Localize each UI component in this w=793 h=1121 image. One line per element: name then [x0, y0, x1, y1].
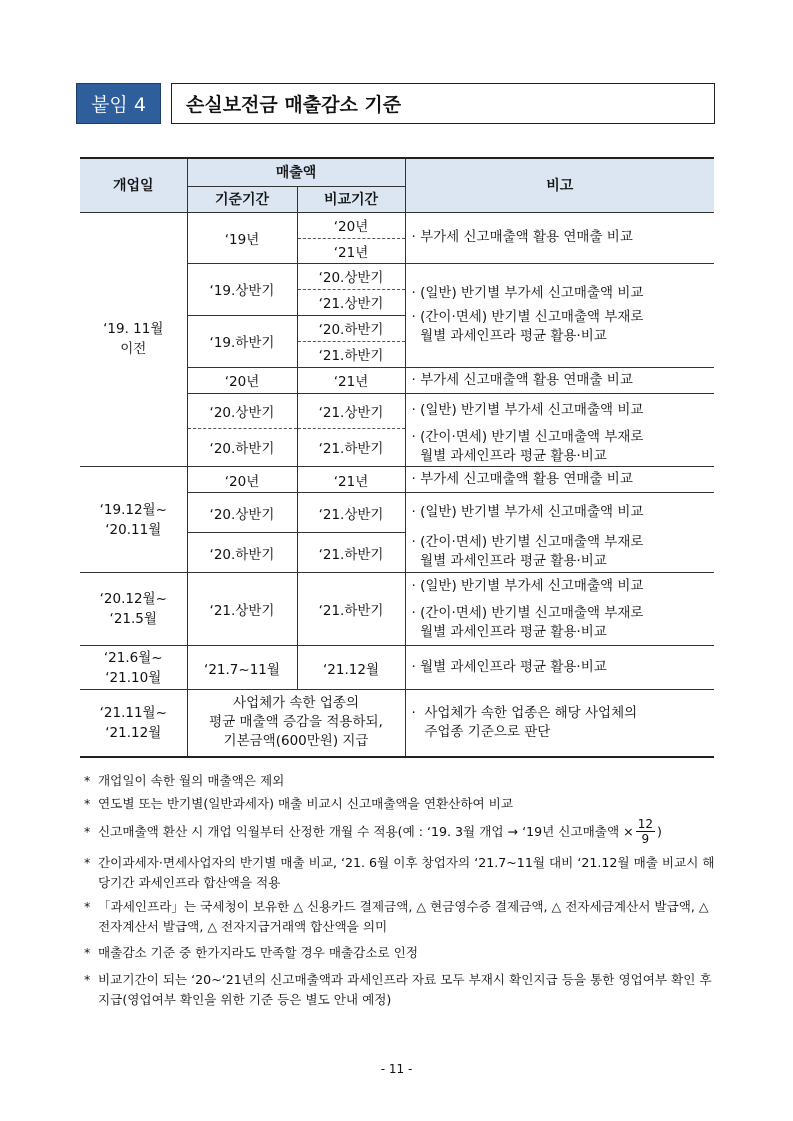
- footnote: * 연도별 또는 반기별(일반과세자) 매출 비교시 신고매출액을 연환산하여 비교: [84, 796, 513, 811]
- open-date-cell: ‘21.11월~ ‘21.12월: [80, 690, 187, 757]
- comp-cell: ‘21.하반기: [297, 428, 405, 467]
- comp-cell: ‘21.하반기: [297, 533, 405, 573]
- base-cell: ‘19.하반기: [187, 315, 297, 367]
- note-cell: · 부가세 신고매출액 활용 연매출 비교: [405, 467, 714, 493]
- open-date-cell: ‘21.6월~ ‘21.10월: [80, 646, 187, 690]
- open-date-cell: ‘19.12월~ ‘20.11월: [80, 467, 187, 573]
- base-cell: ‘21.상반기: [187, 573, 297, 646]
- footnote: * 매출감소 기준 중 한가지라도 만족할 경우 매출감소로 인정: [84, 945, 418, 960]
- note-cell: · (일반) 반기별 부가세 신고매출액 비교: [405, 493, 714, 533]
- footnote: * 「과세인프라」는 국세청이 보유한 △ 신용카드 결제금액, △ 현금영수증 결제금액, △ 전자세금계산서 발급액, △ 전자계산서 발급액, △ 전자지급거래액 합산액을 의미: [84, 899, 709, 934]
- comp-cell: ‘21.상반기: [297, 393, 405, 428]
- base-cell: ‘20년: [187, 467, 297, 493]
- footnote: * 개업일이 속한 월의 매출액은 제외: [84, 773, 285, 788]
- note-line: · (간이·면세) 반기별 신고매출액 부재로 월별 과세인프라 평균 활용·비교: [411, 309, 644, 344]
- open-date-cell: ‘19. 11월 이전: [80, 212, 187, 467]
- base-cell: ‘20.상반기: [187, 493, 297, 533]
- base-cell: ‘19년: [187, 212, 297, 263]
- comp-cell: ‘20.하반기: [297, 315, 405, 341]
- th-sales: 매출액: [187, 158, 405, 186]
- comp-cell: ‘21년: [297, 367, 405, 393]
- base-cell: ‘20.하반기: [187, 428, 297, 467]
- th-open-date: 개업일: [80, 158, 187, 212]
- comp-cell: ‘21.상반기: [297, 289, 405, 315]
- note-line: · (일반) 반기별 부가세 신고매출액 비교: [411, 285, 644, 301]
- base-cell: ‘21.7~11월: [187, 646, 297, 690]
- criteria-table: [80, 157, 714, 758]
- comp-cell: ‘21년: [297, 467, 405, 493]
- base-cell: ‘19.상반기: [187, 263, 297, 315]
- comp-cell: ‘20.상반기: [297, 263, 405, 289]
- th-base-period: 기준기간: [187, 186, 297, 212]
- footnote: * 간이과세자·면세사업자의 반기별 매출 비교, ‘21. 6월 이후 창업자의 ‘21.7~11월 대비 ‘21.12월 매출 비교시 해당기간 과세인프라 합산액을 적용: [84, 855, 715, 890]
- note-cell: · 부가세 신고매출액 활용 연매출 비교: [405, 212, 714, 263]
- th-comp-period: 비교기간: [297, 186, 405, 212]
- note-cell: [405, 263, 714, 367]
- comp-cell: ‘20년: [297, 212, 405, 238]
- note-cell: · (간이·면세) 반기별 신고매출액 부재로 월별 과세인프라 평균 활용·비교: [405, 533, 714, 573]
- footnote: * 비교기간이 되는 ‘20~‘21년의 신고매출액과 과세인프라 자료 모두 부재시 확인지급 등을 통한 영업여부 확인 후 지급(영업여부 확인을 위한 기준 등은 별도 안내 예정): [84, 972, 712, 1007]
- note-line: · (간이·면세) 반기별 신고매출액 부재로 월별 과세인프라 평균 활용·비교: [411, 604, 644, 640]
- note-cell: · (일반) 반기별 부가세 신고매출액 비교: [405, 393, 714, 428]
- comp-cell: ‘21.하반기: [297, 573, 405, 646]
- comp-cell: ‘21.하반기: [297, 341, 405, 367]
- note-cell: · 월별 과세인프라 평균 활용·비교: [405, 646, 714, 690]
- comp-cell: ‘21년: [297, 238, 405, 263]
- attachment-badge: 붙임 4: [76, 83, 161, 124]
- note-line: · (일반) 반기별 부가세 신고매출액 비교: [411, 577, 644, 594]
- th-note: 비고: [405, 158, 714, 212]
- base-cell: ‘20년: [187, 367, 297, 393]
- sales-cell: 사업체가 속한 업종의 평균 매출액 증감을 적용하되, 기본금액(600만원) 지급: [187, 690, 405, 757]
- page-number: - 11 -: [380, 1062, 413, 1076]
- section-header: [76, 83, 402, 124]
- note-cell: · 부가세 신고매출액 활용 연매출 비교: [405, 367, 714, 393]
- fraction: $\frac{12}{9}$: [637, 817, 653, 846]
- comp-cell: ‘21.12월: [297, 646, 405, 690]
- open-date-cell: ‘20.12월~ ‘21.5월: [80, 573, 187, 646]
- footnote: * 신고매출액 환산 시 개업 익월부터 산정한 개월 수 적용(예 : ‘19. 3월 개업 → ‘19년 신고매출액 × $\frac{12}{9}$ ): [84, 817, 662, 846]
- section-title: 손실보전금 매출감소 기준: [171, 83, 715, 124]
- base-cell: ‘20.하반기: [187, 533, 297, 573]
- note-cell: [405, 573, 714, 646]
- note-cell: · 사업체가 속한 업종은 해당 사업체의 주업종 기준으로 판단: [405, 690, 714, 757]
- comp-cell: ‘21.상반기: [297, 493, 405, 533]
- base-cell: ‘20.상반기: [187, 393, 297, 428]
- note-cell: · (간이·면세) 반기별 신고매출액 부재로 월별 과세인프라 평균 활용·비교: [405, 428, 714, 467]
